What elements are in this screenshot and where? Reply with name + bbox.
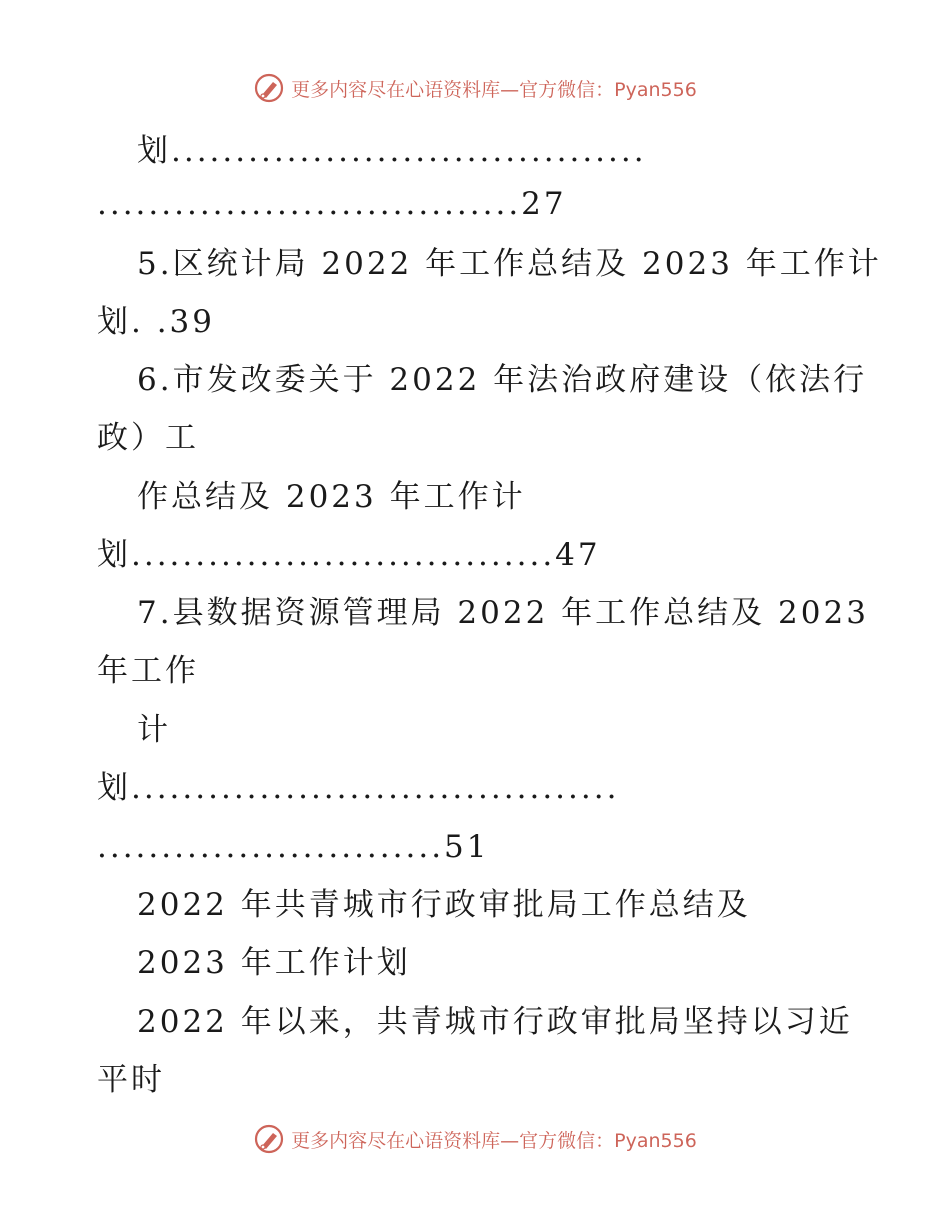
toc-line: 7.县数据资源管理局 2022 年工作总结及 2023 bbox=[137, 595, 869, 631]
toc-line: 计 bbox=[137, 712, 171, 748]
watermark-footer bbox=[0, 1123, 950, 1155]
body-paragraph-line: 2022 年以来，共青城市行政审批局坚持以习近 bbox=[137, 1004, 853, 1040]
pen-logo-icon bbox=[253, 72, 285, 104]
toc-line: ...........................51 bbox=[97, 829, 490, 865]
toc-line: 作总结及 2023 年工作计 bbox=[137, 479, 526, 515]
toc-line: 划.................................47 bbox=[97, 537, 601, 573]
body-heading-line: 2023 年工作计划 bbox=[137, 945, 411, 981]
body-heading-line: 2022 年共青城市行政审批局工作总结及 bbox=[137, 887, 751, 923]
body-paragraph-line: 平时 bbox=[97, 1062, 165, 1098]
toc-line: 年工作 bbox=[97, 653, 199, 689]
watermark-text: 更多内容尽在心语资料库—官方微信：Pyan556 bbox=[291, 1129, 697, 1152]
watermark-text: 更多内容尽在心语资料库—官方微信：Pyan556 bbox=[291, 78, 697, 101]
toc-line: 6.市发改委关于 2022 年法治政府建设（依法行 bbox=[137, 362, 868, 398]
toc-line: 划..................................... bbox=[137, 133, 647, 169]
toc-line: 划. .39 bbox=[97, 304, 216, 340]
toc-line: 划...................................... bbox=[97, 770, 620, 806]
toc-line: 政）工 bbox=[97, 420, 199, 456]
toc-line: 5.区统计局 2022 年工作总结及 2023 年工作计 bbox=[137, 246, 882, 282]
watermark-header bbox=[0, 72, 950, 104]
toc-line: .................................27 bbox=[97, 186, 567, 222]
pen-logo-icon bbox=[253, 1123, 285, 1155]
